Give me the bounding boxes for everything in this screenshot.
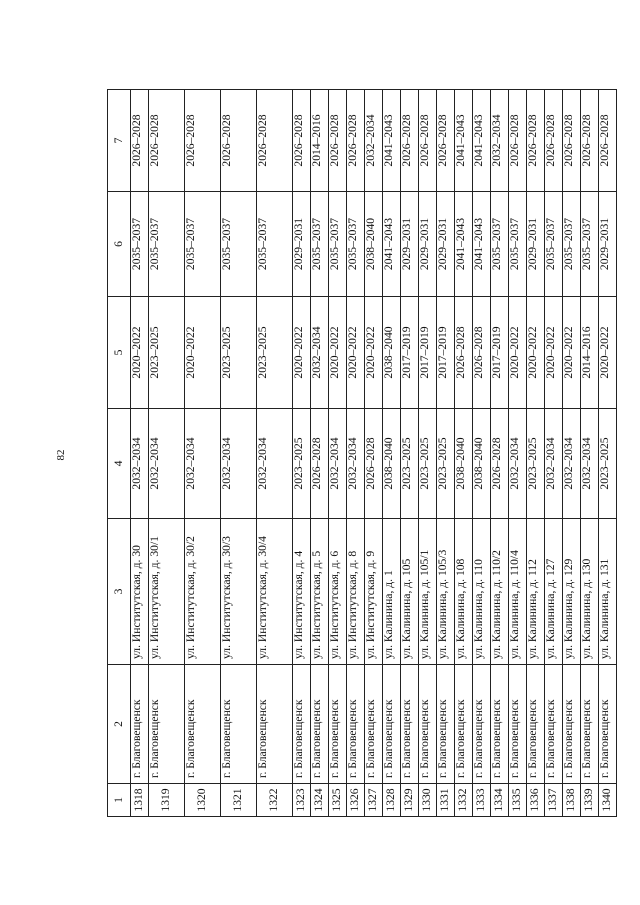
row-number-cell: 1332 — [455, 784, 473, 817]
row-number-cell: 1323 — [293, 784, 311, 817]
city-cell: г. Благовещенск — [581, 665, 599, 784]
col4-period-cell: 2023–2025 — [437, 409, 455, 519]
col6-period-cell: 2035–2037 — [149, 192, 185, 297]
row-number-cell: 1324 — [311, 784, 329, 817]
col5-period-cell: 2017–2019 — [491, 297, 509, 409]
col5-period-cell: 2014–2016 — [581, 297, 599, 409]
col5-period-cell: 2020–2022 — [599, 297, 617, 409]
city-cell: г. Благовещенск — [419, 665, 437, 784]
city-cell: г. Благовещенск — [383, 665, 401, 784]
col5-period-cell: 2023–2025 — [257, 297, 293, 409]
col6-period-cell: 2035–2037 — [311, 192, 329, 297]
address-cell: ул. Институтская, д. 6 — [329, 519, 347, 665]
row-number-cell: 1326 — [347, 784, 365, 817]
row-number-cell: 1335 — [509, 784, 527, 817]
row-number-cell: 1319 — [149, 784, 185, 817]
table-row — [149, 90, 185, 817]
table-row — [455, 90, 473, 817]
address-cell: ул. Калинина, д. 110/2 — [491, 519, 509, 665]
row-number-cell: 1336 — [527, 784, 545, 817]
col4-period-cell: 2023–2025 — [599, 409, 617, 519]
col6-period-cell: 2038–2040 — [365, 192, 383, 297]
address-cell: ул. Калинина, д. 131 — [599, 519, 617, 665]
col4-period-cell: 2038–2040 — [383, 409, 401, 519]
table-row — [293, 90, 311, 817]
table-row — [545, 90, 563, 817]
col6-period-cell: 2029–2031 — [401, 192, 419, 297]
city-cell: г. Благовещенск — [599, 665, 617, 784]
col4-period-cell: 2032–2034 — [329, 409, 347, 519]
address-cell: ул. Калинина, д. 112 — [527, 519, 545, 665]
table-row — [383, 90, 401, 817]
table-row — [563, 90, 581, 817]
table-body — [131, 90, 617, 817]
city-cell: г. Благовещенск — [509, 665, 527, 784]
col7-period-cell: 2026–2028 — [509, 90, 527, 192]
table-row — [527, 90, 545, 817]
city-cell: г. Благовещенск — [257, 665, 293, 784]
table-row — [419, 90, 437, 817]
table-row — [599, 90, 617, 817]
header-col-2: 2 — [108, 665, 131, 784]
col6-period-cell: 2035–2037 — [491, 192, 509, 297]
col6-period-cell: 2035–2037 — [347, 192, 365, 297]
col7-period-cell: 2026–2028 — [185, 90, 221, 192]
col5-period-cell: 2020–2022 — [347, 297, 365, 409]
header-col-1: 1 — [108, 784, 131, 817]
col6-period-cell: 2041–2043 — [455, 192, 473, 297]
table-row — [401, 90, 419, 817]
col5-period-cell: 2020–2022 — [185, 297, 221, 409]
col7-period-cell: 2026–2028 — [293, 90, 311, 192]
col7-period-cell: 2041–2043 — [473, 90, 491, 192]
table-row — [329, 90, 347, 817]
address-cell: ул. Институтская, д. 5 — [311, 519, 329, 665]
col5-period-cell: 2026–2028 — [455, 297, 473, 409]
col5-period-cell: 2017–2019 — [419, 297, 437, 409]
city-cell: г. Благовещенск — [329, 665, 347, 784]
col7-period-cell: 2026–2028 — [545, 90, 563, 192]
table-row — [473, 90, 491, 817]
col5-period-cell: 2020–2022 — [365, 297, 383, 409]
address-cell: ул. Калинина, д. 108 — [455, 519, 473, 665]
header-col-4: 4 — [108, 409, 131, 519]
col5-period-cell: 2020–2022 — [527, 297, 545, 409]
header-col-6: 6 — [108, 192, 131, 297]
city-cell: г. Благовещенск — [347, 665, 365, 784]
city-cell: г. Благовещенск — [473, 665, 491, 784]
header-col-3: 3 — [108, 519, 131, 665]
table-row — [365, 90, 383, 817]
col5-period-cell: 2023–2025 — [149, 297, 185, 409]
col6-period-cell: 2035–2037 — [257, 192, 293, 297]
row-number-cell: 1334 — [491, 784, 509, 817]
col5-period-cell: 2017–2019 — [437, 297, 455, 409]
col7-period-cell: 2026–2028 — [257, 90, 293, 192]
col7-period-cell: 2032–2034 — [365, 90, 383, 192]
col5-period-cell: 2020–2022 — [563, 297, 581, 409]
col6-period-cell: 2035–2037 — [131, 192, 149, 297]
row-number-cell: 1337 — [545, 784, 563, 817]
address-cell: ул. Калинина, д. 105/1 — [419, 519, 437, 665]
address-cell: ул. Калинина, д. 105 — [401, 519, 419, 665]
houses-schedule-table — [107, 89, 617, 817]
col7-period-cell: 2026–2028 — [563, 90, 581, 192]
city-cell: г. Благовещенск — [131, 665, 149, 784]
col4-period-cell: 2032–2034 — [563, 409, 581, 519]
table-row — [581, 90, 599, 817]
col7-period-cell: 2026–2028 — [599, 90, 617, 192]
col4-period-cell: 2032–2034 — [581, 409, 599, 519]
row-number-cell: 1339 — [581, 784, 599, 817]
row-number-cell: 1329 — [401, 784, 419, 817]
col5-period-cell: 2017–2019 — [401, 297, 419, 409]
header-col-5: 5 — [108, 297, 131, 409]
col6-period-cell: 2035–2037 — [329, 192, 347, 297]
address-cell: ул. Институтская, д. 9 — [365, 519, 383, 665]
address-cell: ул. Институтская, д. 30/1 — [149, 519, 185, 665]
col6-period-cell: 2029–2031 — [527, 192, 545, 297]
col6-period-cell: 2035–2037 — [581, 192, 599, 297]
address-cell: ул. Институтская, д. 30/2 — [185, 519, 221, 665]
col4-period-cell: 2026–2028 — [365, 409, 383, 519]
col4-period-cell: 2032–2034 — [185, 409, 221, 519]
col7-period-cell: 2026–2028 — [419, 90, 437, 192]
col6-period-cell: 2041–2043 — [383, 192, 401, 297]
table-row — [347, 90, 365, 817]
col7-period-cell: 2014–2016 — [311, 90, 329, 192]
row-number-cell: 1328 — [383, 784, 401, 817]
col5-period-cell: 2020–2022 — [131, 297, 149, 409]
col4-period-cell: 2032–2034 — [149, 409, 185, 519]
table-row — [185, 90, 221, 817]
col5-period-cell: 2026–2028 — [473, 297, 491, 409]
col6-period-cell: 2035–2037 — [185, 192, 221, 297]
city-cell: г. Благовещенск — [545, 665, 563, 784]
col4-period-cell: 2038–2040 — [455, 409, 473, 519]
city-cell: г. Благовещенск — [185, 665, 221, 784]
col7-period-cell: 2026–2028 — [221, 90, 257, 192]
col7-period-cell: 2026–2028 — [527, 90, 545, 192]
col4-period-cell: 2032–2034 — [545, 409, 563, 519]
col5-period-cell: 2020–2022 — [293, 297, 311, 409]
row-number-cell: 1320 — [185, 784, 221, 817]
row-number-cell: 1327 — [365, 784, 383, 817]
city-cell: г. Благовещенск — [401, 665, 419, 784]
col5-period-cell: 2020–2022 — [509, 297, 527, 409]
col7-period-cell: 2032–2034 — [491, 90, 509, 192]
address-cell: ул. Институтская, д. 30/4 — [257, 519, 293, 665]
address-cell: ул. Институтская, д. 30 — [131, 519, 149, 665]
table-row — [491, 90, 509, 817]
city-cell: г. Благовещенск — [491, 665, 509, 784]
col5-period-cell: 2020–2022 — [545, 297, 563, 409]
col4-period-cell: 2026–2028 — [311, 409, 329, 519]
col5-period-cell: 2023–2025 — [221, 297, 257, 409]
address-cell: ул. Институтская, д. 4 — [293, 519, 311, 665]
col4-period-cell: 2032–2034 — [509, 409, 527, 519]
col6-period-cell: 2041–2043 — [473, 192, 491, 297]
city-cell: г. Благовещенск — [527, 665, 545, 784]
col6-period-cell: 2029–2031 — [437, 192, 455, 297]
col4-period-cell: 2023–2025 — [527, 409, 545, 519]
col7-period-cell: 2026–2028 — [401, 90, 419, 192]
row-number-cell: 1340 — [599, 784, 617, 817]
table-row — [311, 90, 329, 817]
header-col-7: 7 — [108, 90, 131, 192]
row-number-cell: 1330 — [419, 784, 437, 817]
row-number-cell: 1325 — [329, 784, 347, 817]
city-cell: г. Благовещенск — [455, 665, 473, 784]
col4-period-cell: 2038–2040 — [473, 409, 491, 519]
col5-period-cell: 2032–2034 — [311, 297, 329, 409]
col7-period-cell: 2026–2028 — [581, 90, 599, 192]
col4-period-cell: 2032–2034 — [221, 409, 257, 519]
city-cell: г. Благовещенск — [293, 665, 311, 784]
table-row — [437, 90, 455, 817]
col7-period-cell: 2041–2043 — [383, 90, 401, 192]
address-cell: ул. Институтская, д. 30/3 — [221, 519, 257, 665]
address-cell: ул. Калинина, д. 105/3 — [437, 519, 455, 665]
row-number-cell: 1318 — [131, 784, 149, 817]
col7-period-cell: 2026–2028 — [329, 90, 347, 192]
col4-period-cell: 2023–2025 — [293, 409, 311, 519]
table-row — [221, 90, 257, 817]
col6-period-cell: 2029–2031 — [599, 192, 617, 297]
table-row — [257, 90, 293, 817]
city-cell: г. Благовещенск — [437, 665, 455, 784]
city-cell: г. Благовещенск — [563, 665, 581, 784]
address-cell: ул. Калинина, д. 110/4 — [509, 519, 527, 665]
row-number-cell: 1321 — [221, 784, 257, 817]
address-cell: ул. Калинина, д. 129 — [563, 519, 581, 665]
col6-period-cell: 2029–2031 — [293, 192, 311, 297]
row-number-cell: 1331 — [437, 784, 455, 817]
address-cell: ул. Институтская, д. 8 — [347, 519, 365, 665]
col5-period-cell: 2038–2040 — [383, 297, 401, 409]
address-cell: ул. Калинина, д. 1 — [383, 519, 401, 665]
col7-period-cell: 2026–2028 — [149, 90, 185, 192]
col7-period-cell: 2026–2028 — [131, 90, 149, 192]
address-cell: ул. Калинина, д. 127 — [545, 519, 563, 665]
table-row — [131, 90, 149, 817]
col4-period-cell: 2023–2025 — [401, 409, 419, 519]
col4-period-cell: 2023–2025 — [419, 409, 437, 519]
header-row — [108, 90, 131, 817]
col6-period-cell: 2035–2037 — [563, 192, 581, 297]
col7-period-cell: 2041–2043 — [455, 90, 473, 192]
table-row — [509, 90, 527, 817]
row-number-cell: 1338 — [563, 784, 581, 817]
city-cell: г. Благовещенск — [221, 665, 257, 784]
col6-period-cell: 2035–2037 — [221, 192, 257, 297]
city-cell: г. Благовещенск — [311, 665, 329, 784]
col7-period-cell: 2026–2028 — [437, 90, 455, 192]
col6-period-cell: 2029–2031 — [419, 192, 437, 297]
col4-period-cell: 2032–2034 — [257, 409, 293, 519]
city-cell: г. Благовещенск — [149, 665, 185, 784]
col7-period-cell: 2026–2028 — [347, 90, 365, 192]
col6-period-cell: 2035–2037 — [545, 192, 563, 297]
col4-period-cell: 2032–2034 — [131, 409, 149, 519]
col5-period-cell: 2020–2022 — [329, 297, 347, 409]
col4-period-cell: 2032–2034 — [347, 409, 365, 519]
rotated-table-container — [107, 90, 614, 817]
address-cell: ул. Калинина, д. 110 — [473, 519, 491, 665]
city-cell: г. Благовещенск — [365, 665, 383, 784]
row-number-cell: 1322 — [257, 784, 293, 817]
row-number-cell: 1333 — [473, 784, 491, 817]
col4-period-cell: 2026–2028 — [491, 409, 509, 519]
page-number: 82 — [55, 449, 67, 461]
address-cell: ул. Калинина, д. 130 — [581, 519, 599, 665]
col6-period-cell: 2035–2037 — [509, 192, 527, 297]
